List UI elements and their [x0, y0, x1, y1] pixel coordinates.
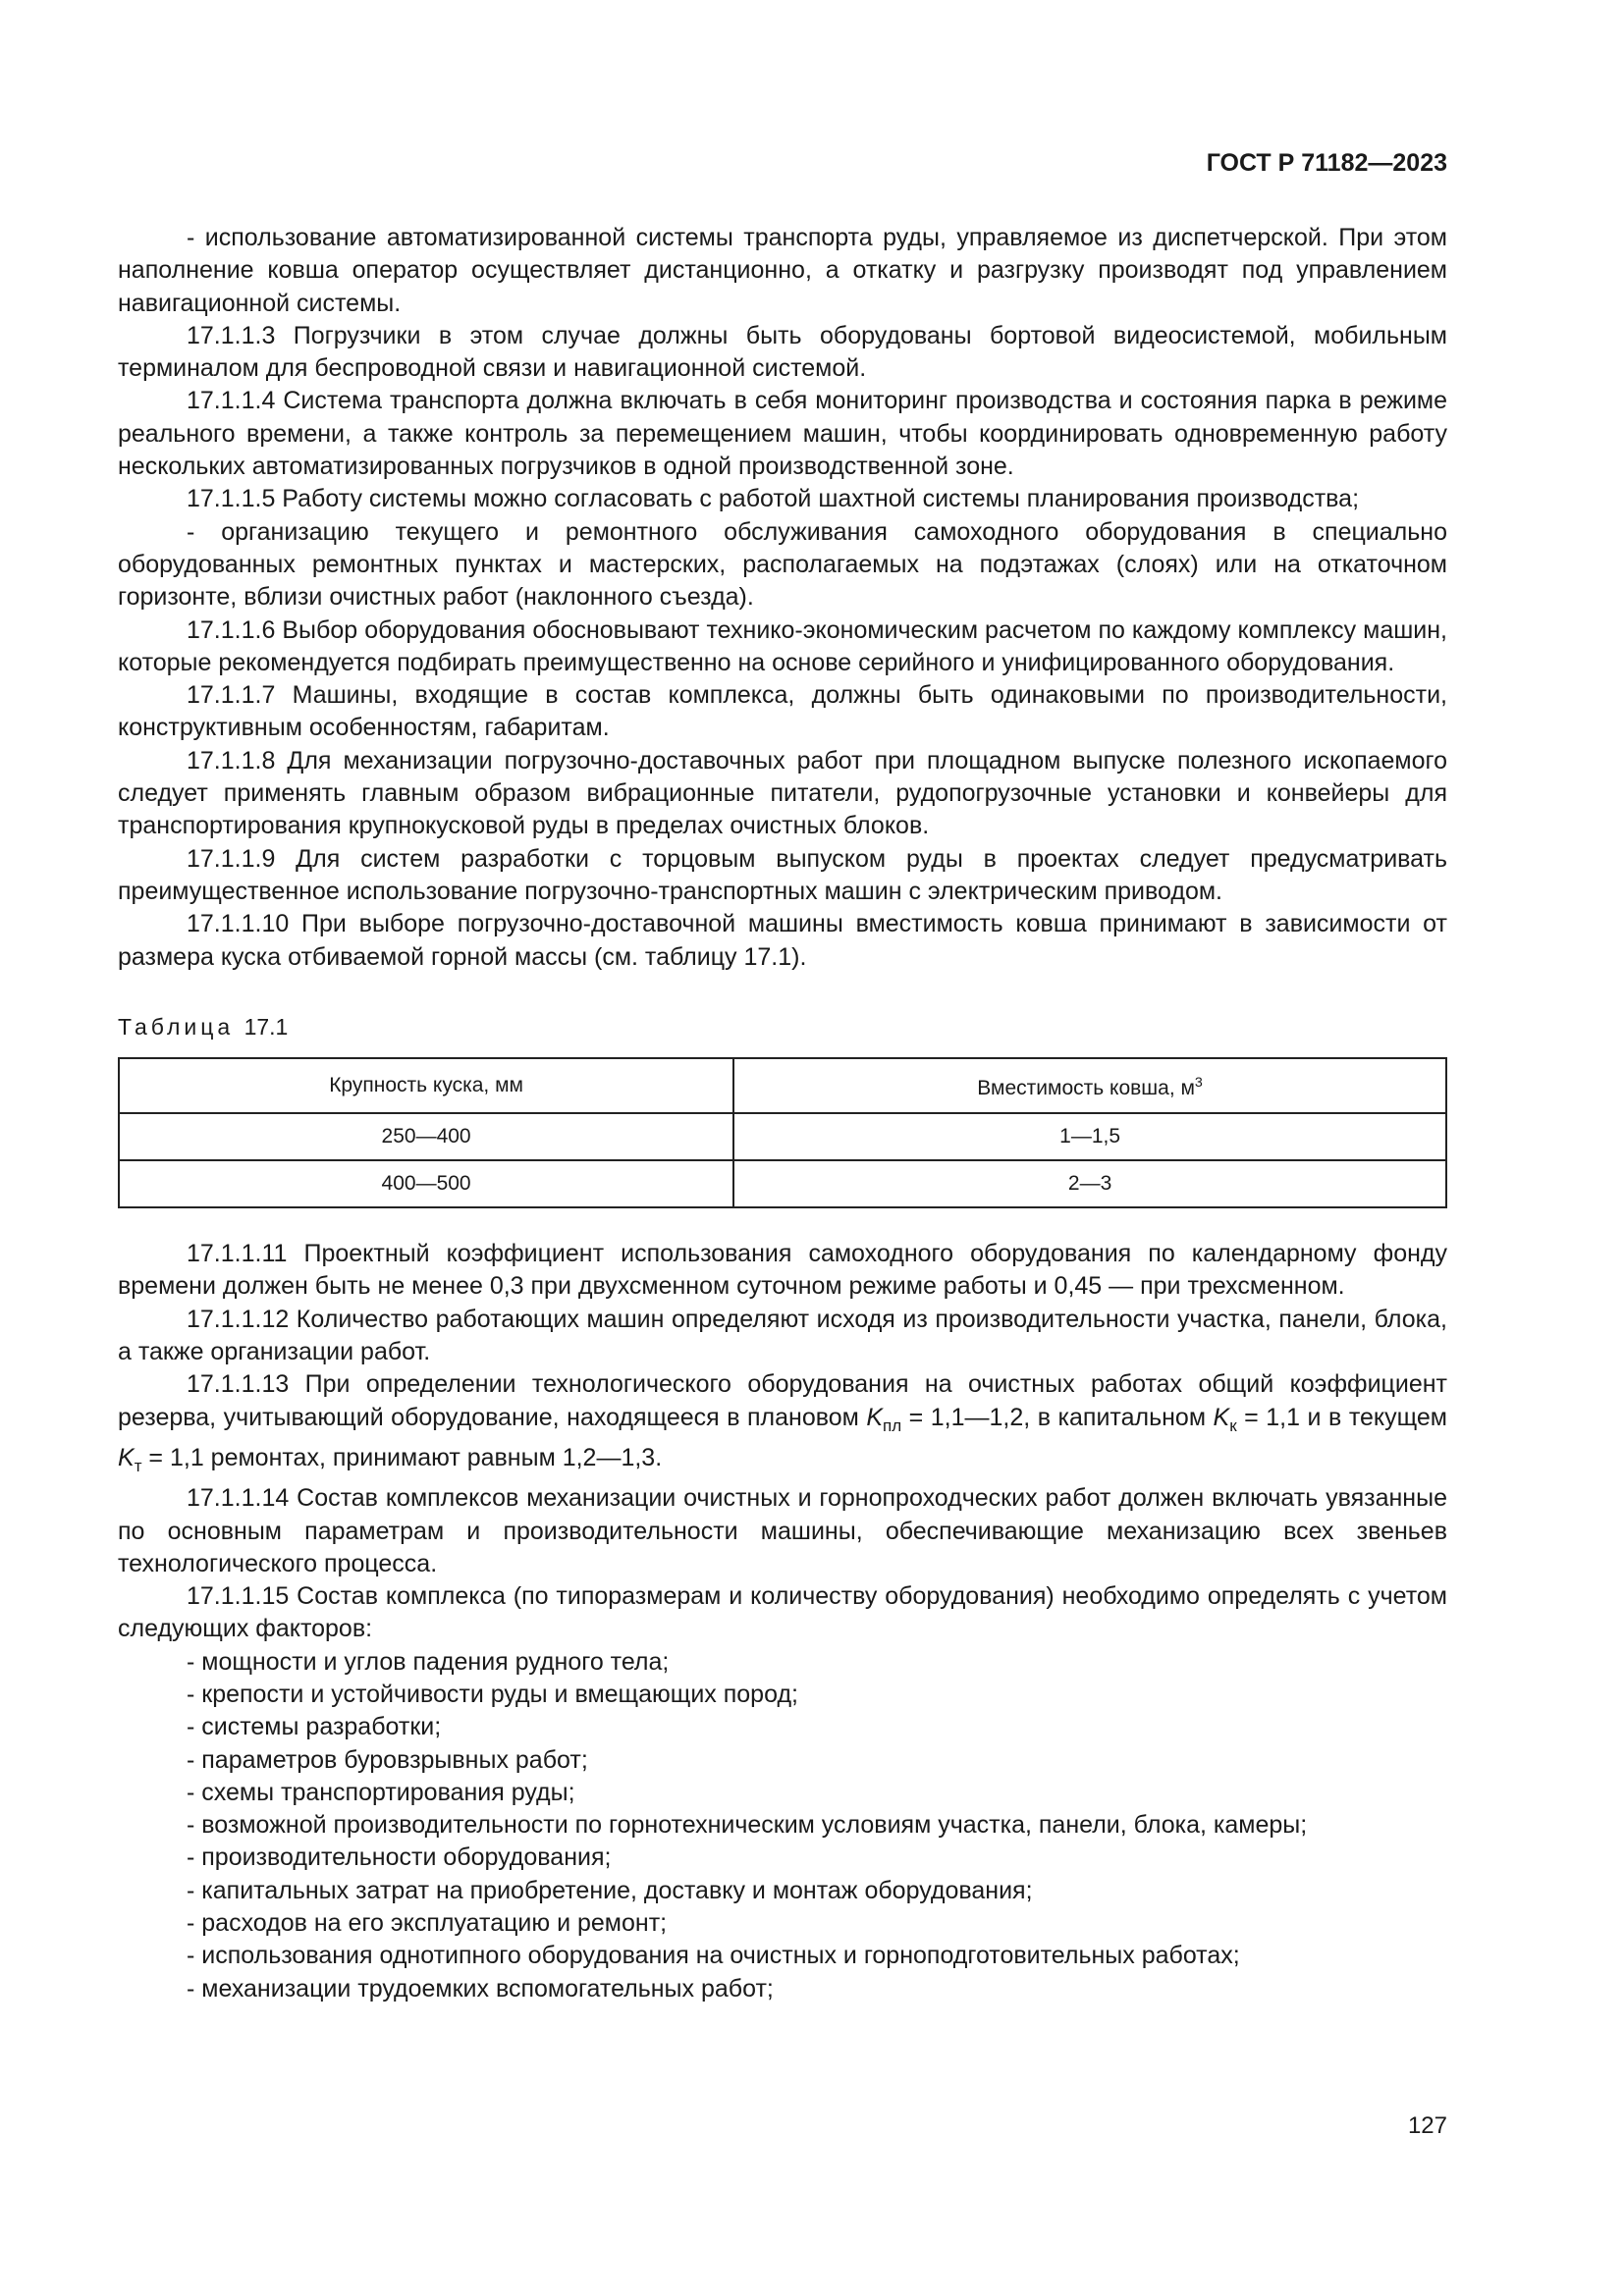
table-cell: 400—500: [119, 1160, 733, 1207]
list-item: - параметров буровзрывных работ;: [187, 1745, 588, 1774]
list-item: - расходов на его эксплуатацию и ремонт;: [187, 1909, 668, 1938]
superscript: 3: [1194, 1074, 1203, 1091]
paragraph: 17.1.1.14 Состав комплексов механизации очистных и горнопроходческих работ должен включать увязанные по основным параметрам и производительности машины, обеспечивающие механизацию всех звеньев технологического процесса.: [118, 1484, 1447, 1577]
table-cell: 1—1,5: [733, 1113, 1446, 1160]
table-caption-word: Таблица: [118, 1013, 235, 1040]
paragraph: 17.1.1.9 Для систем разработки с торцовым выпуском руды в проектах следует предусматривать преимущественное использование погрузочно-транспортных машин с электрическим приводом.: [118, 844, 1447, 905]
table-header-cell: [733, 1058, 1446, 1113]
document-body: [118, 222, 1447, 2005]
document-header: ГОСТ Р 71182—2023: [1206, 149, 1447, 177]
paragraph: 17.1.1.7 Машины, входящие в состав комплекса, должны быть одинаковыми по производительности, конструктивным особенностям, габаритам.: [118, 681, 1447, 742]
table-header-cell: Крупность куска, мм: [119, 1058, 733, 1113]
table-caption: [118, 1011, 1447, 1043]
paragraph: 17.1.1.10 При выборе погрузочно-доставочной машины вместимость ковша принимают в зависимости от размера куска отбиваемой горной массы (см. таблицу 17.1).: [118, 910, 1447, 971]
paragraph: 17.1.1.12 Количество работающих машин определяют исходя из производительности участка, панели, блока, а также организации работ.: [118, 1305, 1447, 1366]
table-header-text: Вместимость ковша, м: [977, 1076, 1195, 1099]
table-cell: 2—3: [733, 1160, 1446, 1207]
table-row: [119, 1113, 1446, 1160]
paragraph: 17.1.1.4 Система транспорта должна включать в себя мониторинг производства и состояния парка в режиме реального времени, а также контроль за перемещением машин, чтобы координировать одновременную работу нескольких автоматизированных погрузчиков в одной производственной зоне.: [118, 387, 1447, 481]
paragraph: 17.1.1.3 Погрузчики в этом случае должны быть оборудованы бортовой видеосистемой, мобильным терминалом для беспроводной связи и навигационной системой.: [118, 321, 1447, 383]
paragraph: 17.1.1.5 Работу системы можно согласовать с работой шахтной системы планирования производства;: [187, 485, 1360, 513]
list-item: - использования однотипного оборудования на очистных и горноподготовительных работах;: [187, 1942, 1240, 1970]
paragraph: - использование автоматизированной системы транспорта руды, управляемое из диспетчерской. При этом наполнение ковша оператор осуществляет дистанционно, а откатку и разгрузку производят под управлением навигационной системы.: [118, 224, 1447, 317]
bucket-capacity-table: [118, 1057, 1447, 1208]
paragraph-reserve-coefficient: 17.1.1.13 При определении технологического оборудования на очистных работах общий коэффициент резерва, учитывающий оборудование, находящееся в плановом $K_{пл}$ = 1,1—1,2, в капитальном $K_к = 1,1$ и в текущем $K_т = 1,1$ ремонтах, принимают равным 1,2—1,3.: [118, 1370, 1447, 1475]
paragraph: 17.1.1.11 Проектный коэффициент использования самоходного оборудования по календарному фонду времени должен быть не менее 0,3 при двухсменном суточном режиме работы и 0,45 — при трехсменном.: [118, 1240, 1447, 1301]
paragraph: 17.1.1.8 Для механизации погрузочно-доставочных работ при площадном выпуске полезного ископаемого следует применять главным образом вибрационные питатели, рудопогрузочные установки и конвейеры для транспортирования крупнокусковой руды в пределах очистных блоков.: [118, 746, 1447, 840]
table-caption-number: 17.1: [244, 1013, 289, 1040]
paragraph: - организацию текущего и ремонтного обслуживания самоходного оборудования в специально оборудованных ремонтных пунктах и мастерских, располагаемых на подэтажах (слоях) или на откаточном горизонте, вблизи очистных работ (наклонного съезда).: [118, 517, 1447, 612]
list-item: - механизации трудоемких вспомогательных работ;: [187, 1974, 774, 2002]
list-item: - крепости и устойчивости руды и вмещающих пород;: [187, 1680, 798, 1708]
table-cell: 250—400: [119, 1113, 733, 1160]
list-item: - системы разработки;: [187, 1713, 442, 1741]
table-header-row: [119, 1058, 1446, 1113]
table-row: [119, 1160, 1446, 1207]
paragraph: 17.1.1.6 Выбор оборудования обосновывают технико-экономическим расчетом по каждому комплексу машин, которые рекомендуется подбирать преимущественно на основе серийного и унифицированного оборудования.: [118, 615, 1447, 676]
paragraph: 17.1.1.15 Состав комплекса (по типоразмерам и количеству оборудования) необходимо определять с учетом следующих факторов:: [118, 1582, 1447, 1643]
list-item: - мощности и углов падения рудного тела;: [187, 1647, 670, 1676]
list-item: - возможной производительности по горнотехническим условиям участка, панели, блока, камеры;: [187, 1811, 1308, 1840]
list-item: - схемы транспортирования руды;: [187, 1778, 575, 1806]
page-number: 127: [1407, 2112, 1447, 2139]
list-item: - производительности оборудования;: [187, 1843, 612, 1872]
list-item: - капитальных затрат на приобретение, доставку и монтаж оборудования;: [187, 1876, 1033, 1904]
